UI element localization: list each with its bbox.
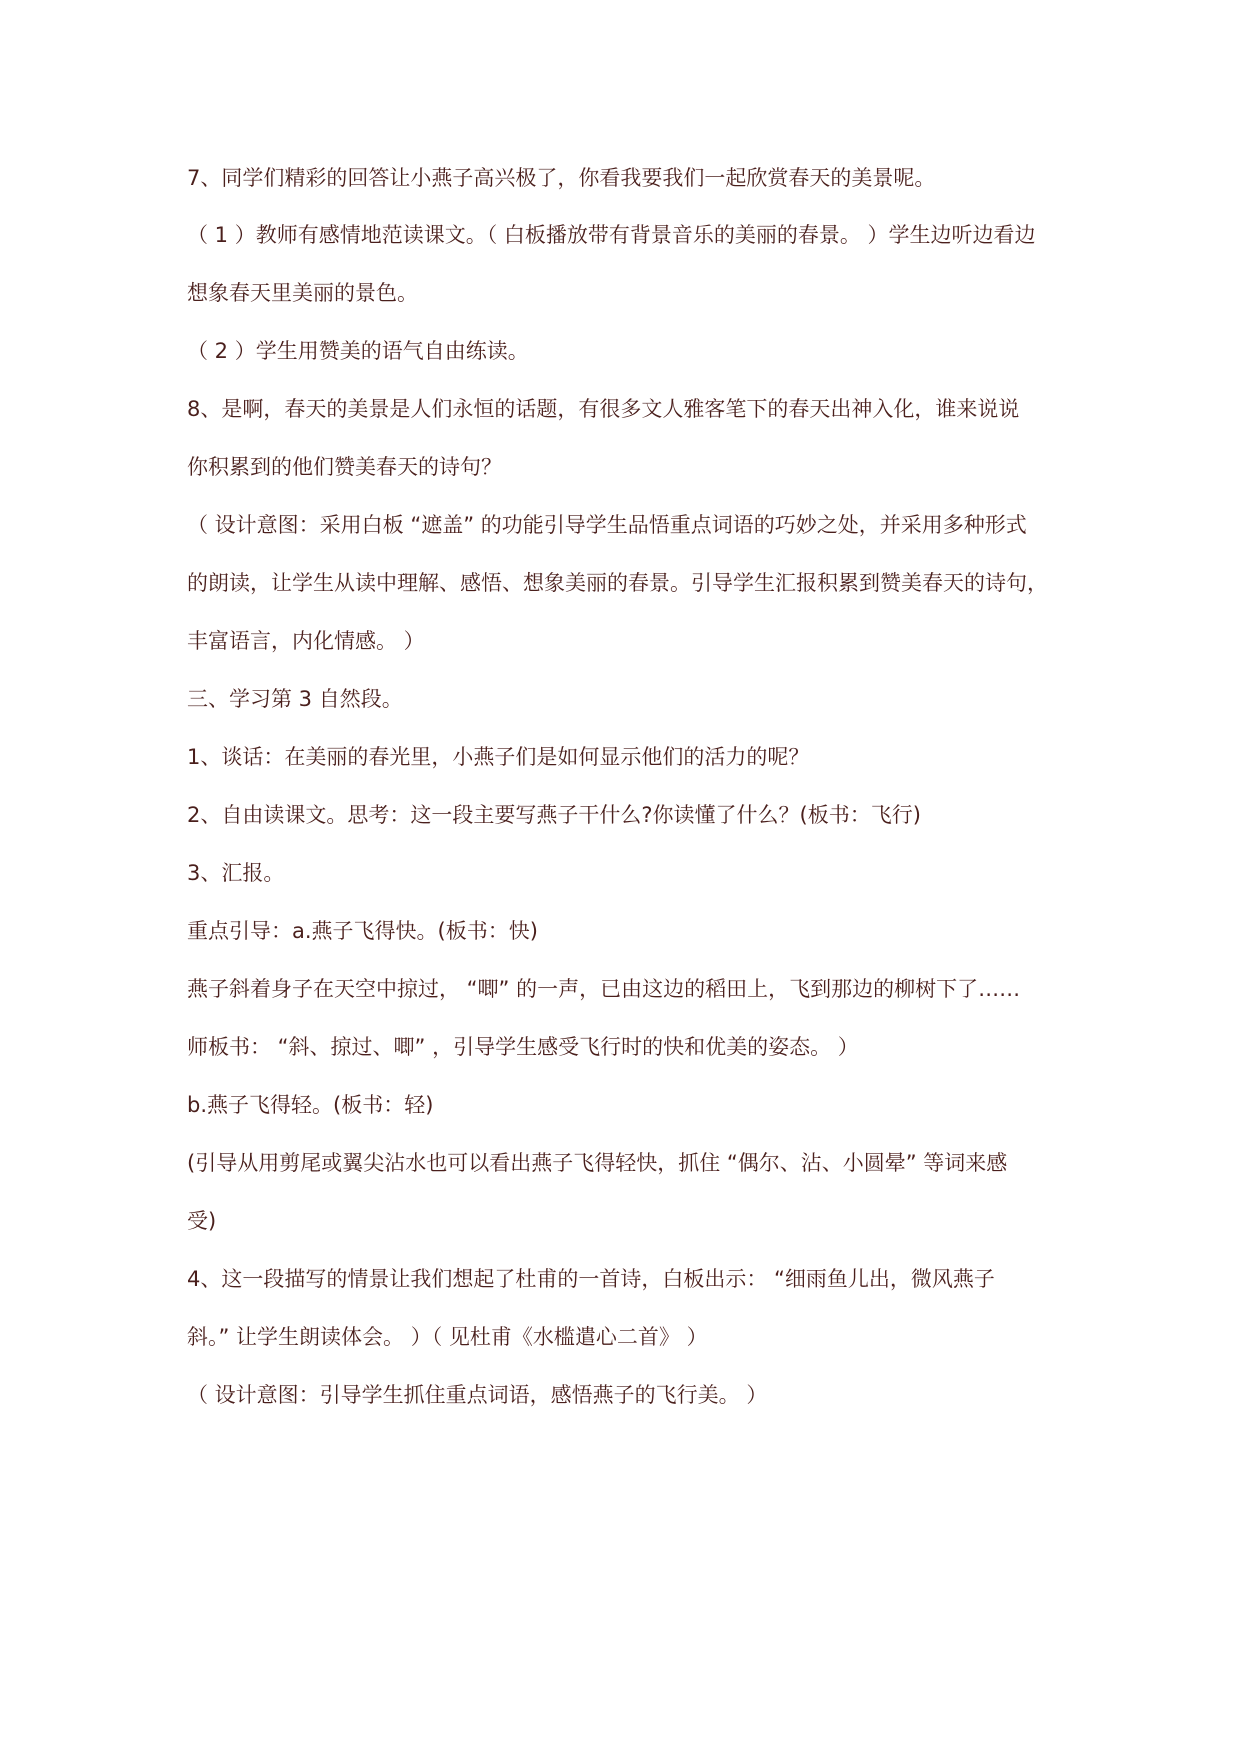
- paragraph-line: (引导从用剪尾或翼尖沾水也可以看出燕子飞得轻快，抓住 “偶尔、沾、小圆晕” 等词来感: [187, 1151, 1008, 1175]
- paragraph-line: 2、自由读课文。思考：这一段主要写燕子干什么?你读懂了什么？(板书：飞行): [187, 803, 921, 827]
- paragraph-line: （ 1 ）教师有感情地范读课文。（ 白板播放带有背景音乐的美丽的春景。 ）学生边听边看边: [187, 223, 1036, 247]
- paragraph-line: 3、汇报。: [187, 861, 285, 885]
- paragraph-line: 重点引导：a.燕子飞得快。(板书：快): [187, 919, 538, 943]
- paragraph-line: （ 设计意图：采用白板 “遮盖” 的功能引导学生品悟重点词语的巧妙之处，并采用多种形式: [187, 513, 1027, 537]
- paragraph-line: b.燕子飞得轻。(板书：轻): [187, 1093, 434, 1117]
- paragraph-line: 斜。” 让学生朗读体会。 ）（ 见杜甫《水槛遣心二首》 ）: [187, 1325, 708, 1349]
- paragraph-line: 的朗读，让学生从读中理解、感悟、想象美丽的春景。引导学生汇报积累到赞美春天的诗句，: [187, 571, 1048, 595]
- paragraph-line: 1、谈话：在美丽的春光里，小燕子们是如何显示他们的活力的呢？: [187, 745, 810, 769]
- paragraph-line: 8、是啊，春天的美景是人们永恒的话题，有很多文人雅客笔下的春天出神入化，谁来说说: [187, 397, 1020, 421]
- paragraph-line: （ 设计意图：引导学生抓住重点词语，感悟燕子的飞行美。 ）: [187, 1383, 768, 1407]
- paragraph-line: 想象春天里美丽的景色。: [187, 281, 418, 305]
- paragraph-line: 师板书： “斜、掠过、唧” ，引导学生感受飞行时的快和优美的姿态。 ）: [187, 1035, 859, 1059]
- paragraph-line: 燕子斜着身子在天空中掠过， “唧” 的一声，已由这边的稻田上，飞到那边的柳树下了……: [187, 977, 1021, 1001]
- paragraph-line: 7、同学们精彩的回答让小燕子高兴极了，你看我要我们一起欣赏春天的美景呢。: [187, 166, 936, 190]
- paragraph-line: 你积累到的他们赞美春天的诗句？: [187, 455, 502, 479]
- paragraph-line: 丰富语言，内化情感。 ）: [187, 629, 425, 653]
- paragraph-line: （ 2 ）学生用赞美的语气自由练读。: [187, 339, 529, 363]
- paragraph-line: 4、这一段描写的情景让我们想起了杜甫的一首诗，白板出示： “细雨鱼儿出，微风燕子: [187, 1267, 995, 1291]
- section-heading: 三、学习第 3 自然段。: [187, 687, 403, 711]
- paragraph-line: 受): [187, 1209, 217, 1233]
